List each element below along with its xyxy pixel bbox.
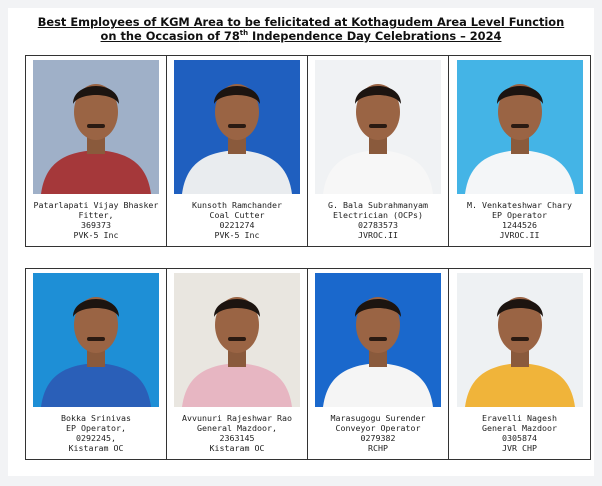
employee-photo bbox=[315, 273, 441, 407]
employee-unit: Kistaram OC bbox=[68, 443, 124, 453]
employee-caption bbox=[61, 413, 131, 453]
employee-caption bbox=[331, 413, 426, 453]
employee-photo bbox=[315, 60, 441, 194]
employee-designation: Fitter, bbox=[78, 210, 114, 220]
employee-card bbox=[167, 269, 308, 459]
employee-name: Avvunuri Rajeshwar Rao bbox=[182, 413, 292, 423]
employee-card bbox=[26, 56, 167, 246]
employee-id: 0292245, bbox=[76, 433, 116, 443]
employee-name: Kunsoth Ramchander bbox=[192, 200, 282, 210]
employee-photo bbox=[33, 273, 159, 407]
employee-id: 0221274 bbox=[219, 220, 255, 230]
document-page bbox=[8, 8, 594, 476]
employee-card bbox=[449, 56, 590, 246]
employee-photo bbox=[33, 60, 159, 194]
employee-row-2 bbox=[25, 268, 591, 460]
employee-photo bbox=[174, 60, 300, 194]
employee-name: M. Venkateshwar Chary bbox=[467, 200, 572, 210]
employee-unit: RCHP bbox=[368, 443, 388, 453]
employee-unit: PVK-5 Inc bbox=[214, 230, 260, 240]
employee-designation: Coal Cutter bbox=[209, 210, 265, 220]
page-title bbox=[8, 15, 594, 43]
employee-id: 02783573 bbox=[358, 220, 398, 230]
employee-row-1 bbox=[25, 55, 591, 247]
employee-designation: EP Operator, bbox=[66, 423, 126, 433]
employee-card bbox=[449, 269, 590, 459]
employee-caption bbox=[328, 200, 428, 240]
employee-unit: Kistaram OC bbox=[209, 443, 265, 453]
employee-unit: JVR CHP bbox=[502, 443, 537, 453]
employee-name: Bokka Srinivas bbox=[61, 413, 131, 423]
employee-id: 0305874 bbox=[502, 433, 537, 443]
employee-card bbox=[26, 269, 167, 459]
employee-unit: JVROC.II bbox=[358, 230, 398, 240]
employee-name: Marasugogu Surender bbox=[330, 413, 426, 423]
employee-photo bbox=[174, 273, 300, 407]
employee-card bbox=[308, 269, 449, 459]
employee-photo bbox=[457, 60, 583, 194]
employee-designation: General Mazdoor, bbox=[197, 423, 277, 433]
employee-name: G. Bala Subrahmanyam bbox=[328, 200, 428, 210]
employee-caption bbox=[34, 200, 159, 240]
employee-designation: EP Operator bbox=[492, 210, 547, 220]
employee-designation: General Mazdoor bbox=[482, 423, 557, 433]
employee-caption bbox=[482, 413, 557, 453]
title-line-1: Best Employees of KGM Area to be felicitated at Kothagudem Area Level Function bbox=[37, 15, 565, 29]
employee-designation: Electrician (OCPs) bbox=[333, 210, 423, 220]
employee-photo bbox=[457, 273, 583, 407]
employee-card bbox=[167, 56, 308, 246]
employee-unit: JVROC.II bbox=[499, 230, 540, 240]
employee-caption bbox=[192, 200, 282, 240]
employee-caption bbox=[182, 413, 292, 453]
employee-id: 0279382 bbox=[360, 433, 396, 443]
employee-unit: PVK-5 Inc bbox=[73, 230, 119, 240]
employee-id: 1244526 bbox=[502, 220, 537, 230]
employee-id: 2363145 bbox=[219, 433, 255, 443]
employee-caption bbox=[467, 200, 572, 240]
title-line-2: on the Occasion of 78th Independence Day Celebrations – 2024 bbox=[100, 29, 502, 43]
employee-card bbox=[308, 56, 449, 246]
employee-designation: Conveyor Operator bbox=[335, 423, 421, 433]
employee-name: Eravelli Nagesh bbox=[482, 413, 557, 423]
employee-id: 369373 bbox=[81, 220, 111, 230]
employee-name: Patarlapati Vijay Bhasker bbox=[33, 200, 159, 210]
